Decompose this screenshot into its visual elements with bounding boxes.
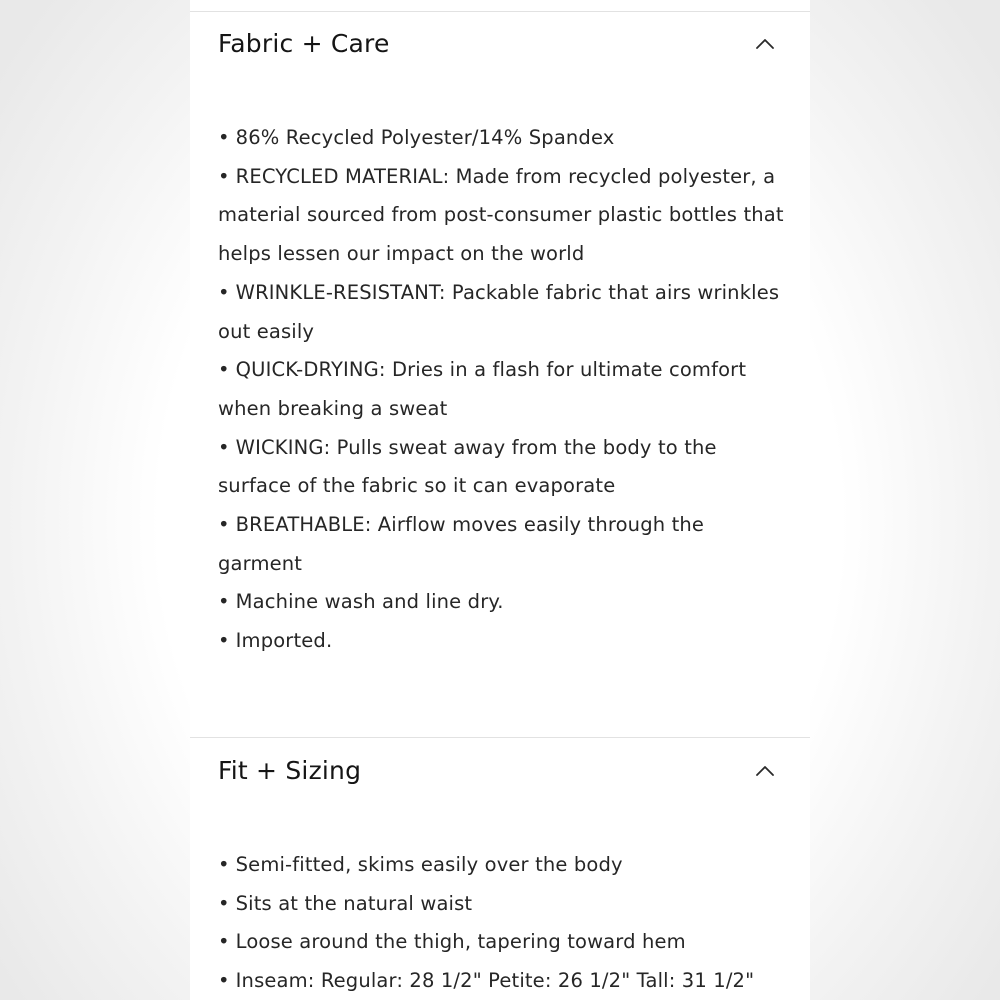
list-item: • 86% Recycled Polyester/14% Spandex bbox=[218, 126, 615, 149]
fabric-care-list bbox=[218, 119, 788, 661]
fabric-care-title: Fabric + Care bbox=[218, 29, 390, 58]
list-item: • QUICK-DRYING: Dries in a flash for ultimate comfort when breaking a sweat bbox=[218, 358, 747, 420]
list-item: • Inseam: Regular: 28 1/2" Petite: 26 1/2" Tall: 31 1/2" bbox=[218, 969, 755, 993]
fabric-care-accordion-header[interactable] bbox=[190, 12, 810, 76]
list-item: • Imported. bbox=[218, 629, 333, 653]
section-divider bbox=[190, 737, 810, 738]
list-item: • WRINKLE-RESISTANT: Packable fabric that airs wrinkles out easily bbox=[218, 280, 780, 343]
fit-sizing-accordion-header[interactable] bbox=[190, 739, 810, 803]
list-item: • Loose around the thigh, tapering toward hem bbox=[218, 930, 686, 954]
list-item: • RECYCLED MATERIAL: Made from recycled polyester, a material sourced from post-consumer plastic bottles that helps lessen our impact on the world bbox=[218, 164, 784, 266]
list-item: • Semi-fitted, skims easily over the body bbox=[218, 853, 623, 876]
chevron-up-icon[interactable] bbox=[752, 761, 778, 781]
chevron-up-icon[interactable] bbox=[752, 34, 778, 54]
list-item: • Machine wash and line dry. bbox=[218, 590, 504, 614]
list-item: • WICKING: Pulls sweat away from the body to the surface of the fabric so it can evaporate bbox=[218, 435, 717, 498]
fit-sizing-title: Fit + Sizing bbox=[218, 756, 362, 785]
list-item: • BREATHABLE: Airflow moves easily through the garment bbox=[218, 513, 705, 575]
list-item: • Sits at the natural waist bbox=[218, 891, 473, 915]
product-details-panel bbox=[190, 0, 810, 1000]
fit-sizing-list bbox=[218, 846, 788, 1000]
